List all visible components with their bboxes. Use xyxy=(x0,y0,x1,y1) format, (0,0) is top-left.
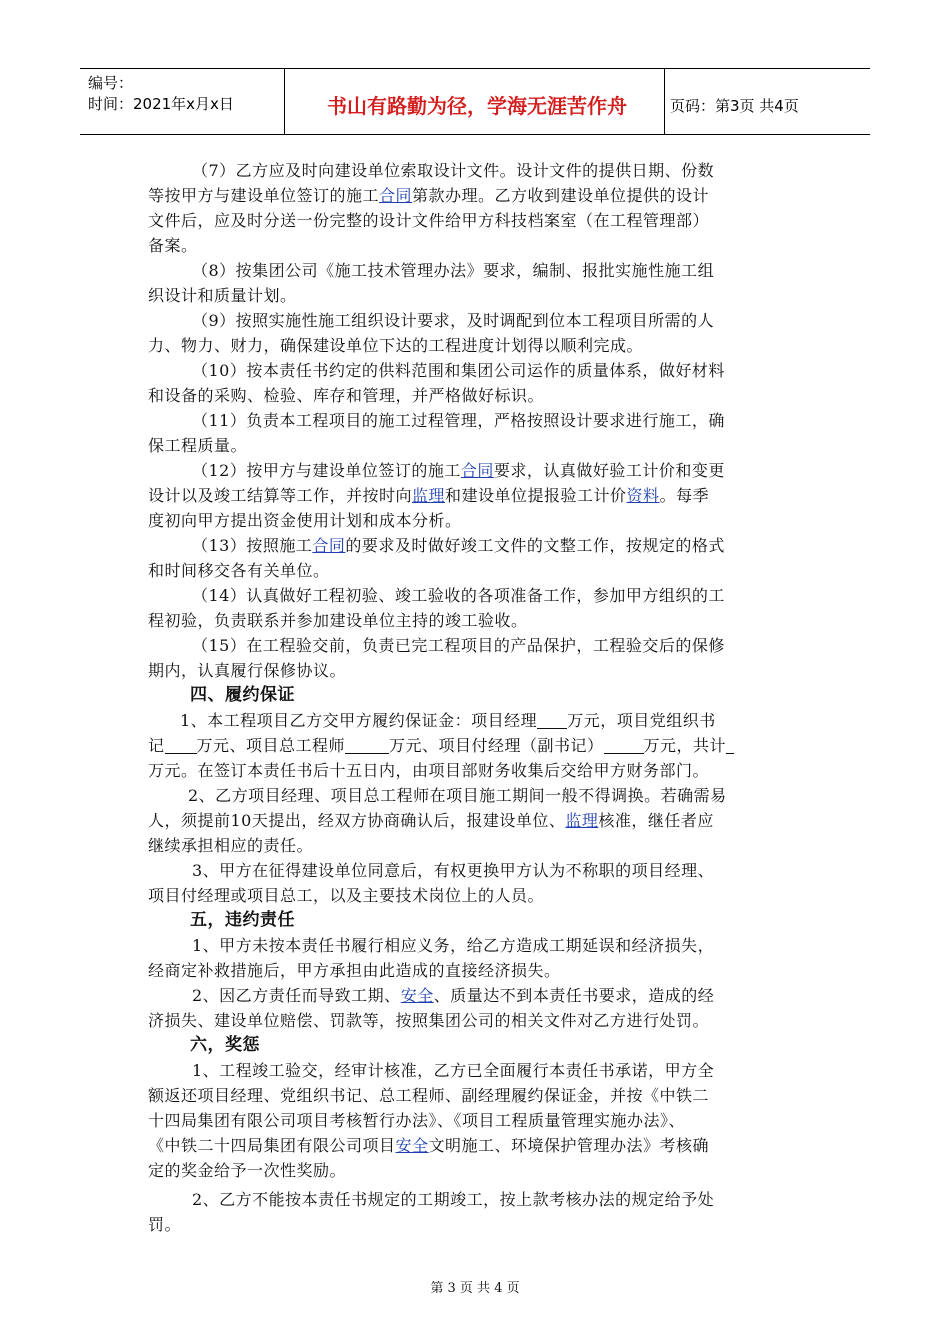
page-header xyxy=(80,68,870,138)
text-run: 1、本工程项目乙方交甲方履约保证金：项目经理 xyxy=(180,711,538,730)
clause-13 xyxy=(148,533,808,583)
page-footer: 第 3 页 共 4 页 xyxy=(430,1281,520,1296)
text-run: 和建设单位提报验工计价 xyxy=(445,486,627,505)
text-line: 备案。 xyxy=(148,236,198,255)
text-line: （11）负责本工程项目的施工过程管理，严格按照设计要求进行施工，确 xyxy=(192,411,725,430)
text-line: （15）在工程验交前，负责已完工程项目的产品保护，工程验交后的保修 xyxy=(192,636,725,655)
text-run: 《中铁二十四局集团有限公司项目 xyxy=(148,1136,396,1155)
text-line: （9）按照实施性施工组织设计要求，及时调配到位本工程项目所需的人 xyxy=(192,311,715,330)
blank-field xyxy=(604,737,644,754)
text-line xyxy=(148,1133,808,1158)
safety-link[interactable]: 安全 xyxy=(400,986,434,1005)
text-line xyxy=(148,808,808,833)
text-line: 3、甲方在征得建设单位同意后，有权更换甲方认为不称职的项目经理、 xyxy=(192,861,715,880)
text-run: 万元，共计 xyxy=(643,736,727,755)
text-line: 十四局集团有限公司项目考核暂行办法》、《项目工程质量管理实施办法》、 xyxy=(148,1111,686,1130)
text-line xyxy=(148,183,808,208)
blank-field xyxy=(726,737,734,754)
text-line: 经商定补救措施后，甲方承担由此造成的直接经济损失。 xyxy=(148,961,561,980)
section-4-item-2 xyxy=(148,783,808,858)
text-line: 织设计和质量计划。 xyxy=(148,286,297,305)
section-5-item-2 xyxy=(148,983,808,1033)
text-run: 万元、项目总工程师 xyxy=(196,736,346,755)
text-line: （10）按本责任书约定的供料范围和集团公司运作的质量体系，做好材料 xyxy=(192,361,725,380)
text-line: 1、甲方未按本责任书履行相应义务，给乙方造成工期延误和经济损失， xyxy=(192,936,715,955)
text-line: 2、乙方不能按本责任书规定的工期竣工，按上款考核办法的规定给予处 xyxy=(192,1190,715,1209)
document-body xyxy=(148,158,808,1237)
text-line: 度初向甲方提出资金使用计划和成本分析。 xyxy=(148,511,462,530)
text-line: （8）按集团公司《施工技术管理办法》要求，编制、报批实施性施工组 xyxy=(192,261,715,280)
clause-10 xyxy=(148,358,808,408)
header-divider-right xyxy=(664,68,665,134)
doc-date-label: 时间：2021年x月x日 xyxy=(88,95,234,113)
clause-14 xyxy=(148,583,808,633)
text-line xyxy=(148,483,808,508)
text-run: 核准，继任者应 xyxy=(598,811,714,830)
header-page-info: 页码：第3页 共4页 xyxy=(670,97,799,115)
text-run: 2、因乙方责任而导致工期、 xyxy=(192,986,401,1005)
text-run: 记 xyxy=(148,736,165,755)
text-line: 程初验，负责联系并参加建设单位主持的竣工验收。 xyxy=(148,611,528,630)
header-motto: 书山有路勤为径，学海无涯苦作舟 xyxy=(327,94,627,118)
text-line: 期内，认真履行保修协议。 xyxy=(148,661,347,680)
text-line: 力、物力、财力，确保建设单位下达的工程进度计划得以顺利完成。 xyxy=(148,336,644,355)
blank-field xyxy=(165,737,197,754)
text-line: （7）乙方应及时向建设单位索取设计文件。设计文件的提供日期、份数 xyxy=(192,161,715,180)
text-line xyxy=(148,983,808,1008)
text-run: 设计以及竣工结算等工作，并按时向 xyxy=(148,486,413,505)
section-heading-4: 四、履约保证 xyxy=(190,685,295,705)
text-run: 。每季 xyxy=(659,486,710,505)
materials-link[interactable]: 资料 xyxy=(626,486,660,505)
section-heading-6: 六，奖惩 xyxy=(190,1035,260,1055)
contract-link[interactable]: 合同 xyxy=(379,186,413,205)
clause-15 xyxy=(148,633,808,683)
text-line: 文件后，应及时分送一份完整的设计文件给甲方科技档案室（在工程管理部） xyxy=(148,211,710,230)
supervision-link[interactable]: 监理 xyxy=(412,486,446,505)
text-line: 罚。 xyxy=(148,1215,182,1234)
text-line xyxy=(148,708,808,733)
text-run: 万元，项目党组织书 xyxy=(567,711,716,730)
clause-12 xyxy=(148,458,808,533)
text-line: 济损失、建设单位赔偿、罚款等，按照集团公司的相关文件对乙方进行处罚。 xyxy=(148,1011,710,1030)
blank-field xyxy=(345,737,389,754)
header-top-rule xyxy=(80,68,870,69)
text-line: 和时间移交各有关单位。 xyxy=(148,561,330,580)
section-4-item-1 xyxy=(148,708,808,783)
section-5-item-1 xyxy=(148,933,808,983)
text-run: 人，须提前10天提出，经双方协商确认后，报建设单位、 xyxy=(148,811,566,830)
clause-11 xyxy=(148,408,808,458)
blank-field xyxy=(537,712,567,729)
contract-link[interactable]: 合同 xyxy=(312,536,346,555)
text-line: 项目付经理或项目总工，以及主要技术岗位上的人员。 xyxy=(148,886,545,905)
text-line: 定的奖金给予一次性奖励。 xyxy=(148,1161,347,1180)
text-line: 额返还项目经理、党组织书记、总工程师、副经理履约保证金，并按《中铁二 xyxy=(148,1086,710,1105)
text-line: 和设备的采购、检验、库存和管理，并严格做好标识。 xyxy=(148,386,545,405)
clause-7 xyxy=(148,158,808,258)
text-line: 万元。在签订本责任书后十五日内，由项目部财务收集后交给甲方财务部门。 xyxy=(148,761,710,780)
text-line: （14）认真做好工程初验、竣工验收的各项准备工作，参加甲方组织的工 xyxy=(192,586,725,605)
section-heading-5: 五，违约责任 xyxy=(190,910,295,930)
text-line: 继续承担相应的责任。 xyxy=(148,836,314,855)
text-line xyxy=(148,458,808,483)
text-run: 等按甲方与建设单位签订的施工 xyxy=(148,186,380,205)
text-line: 2、乙方项目经理、项目总工程师在项目施工期间一般不得调换。若确需易 xyxy=(188,786,727,805)
section-4-item-3 xyxy=(148,858,808,908)
text-run: 、质量达不到本责任书要求，造成的经 xyxy=(433,986,715,1005)
text-line xyxy=(148,533,808,558)
text-run: 第款办理。乙方收到建设单位提供的设计 xyxy=(412,186,710,205)
safety-link[interactable]: 安全 xyxy=(395,1136,429,1155)
contract-link[interactable]: 合同 xyxy=(460,461,494,480)
text-run: （13）按照施工 xyxy=(192,536,313,555)
text-line xyxy=(148,733,808,758)
supervision-link[interactable]: 监理 xyxy=(565,811,599,830)
text-line: 1、工程竣工验交，经审计核准，乙方已全面履行本责任书承诺，甲方全 xyxy=(192,1061,715,1080)
text-run: 文明施工、环境保护管理办法》考核确 xyxy=(428,1136,710,1155)
section-6-item-2 xyxy=(148,1187,808,1237)
text-line: 保工程质量。 xyxy=(148,436,248,455)
doc-number-label: 编号： xyxy=(88,74,134,92)
text-run: （12）按甲方与建设单位签订的施工 xyxy=(192,461,461,480)
section-6-item-1 xyxy=(148,1058,808,1183)
clause-9 xyxy=(148,308,808,358)
clause-8 xyxy=(148,258,808,308)
text-run: 的要求及时做好竣工文件的文整工作，按规定的格式 xyxy=(345,536,725,555)
header-divider-left xyxy=(284,68,285,134)
text-run: 要求，认真做好验工计价和变更 xyxy=(493,461,725,480)
header-bottom-rule xyxy=(80,134,870,135)
text-run: 万元、项目付经理（副书记） xyxy=(389,736,604,755)
